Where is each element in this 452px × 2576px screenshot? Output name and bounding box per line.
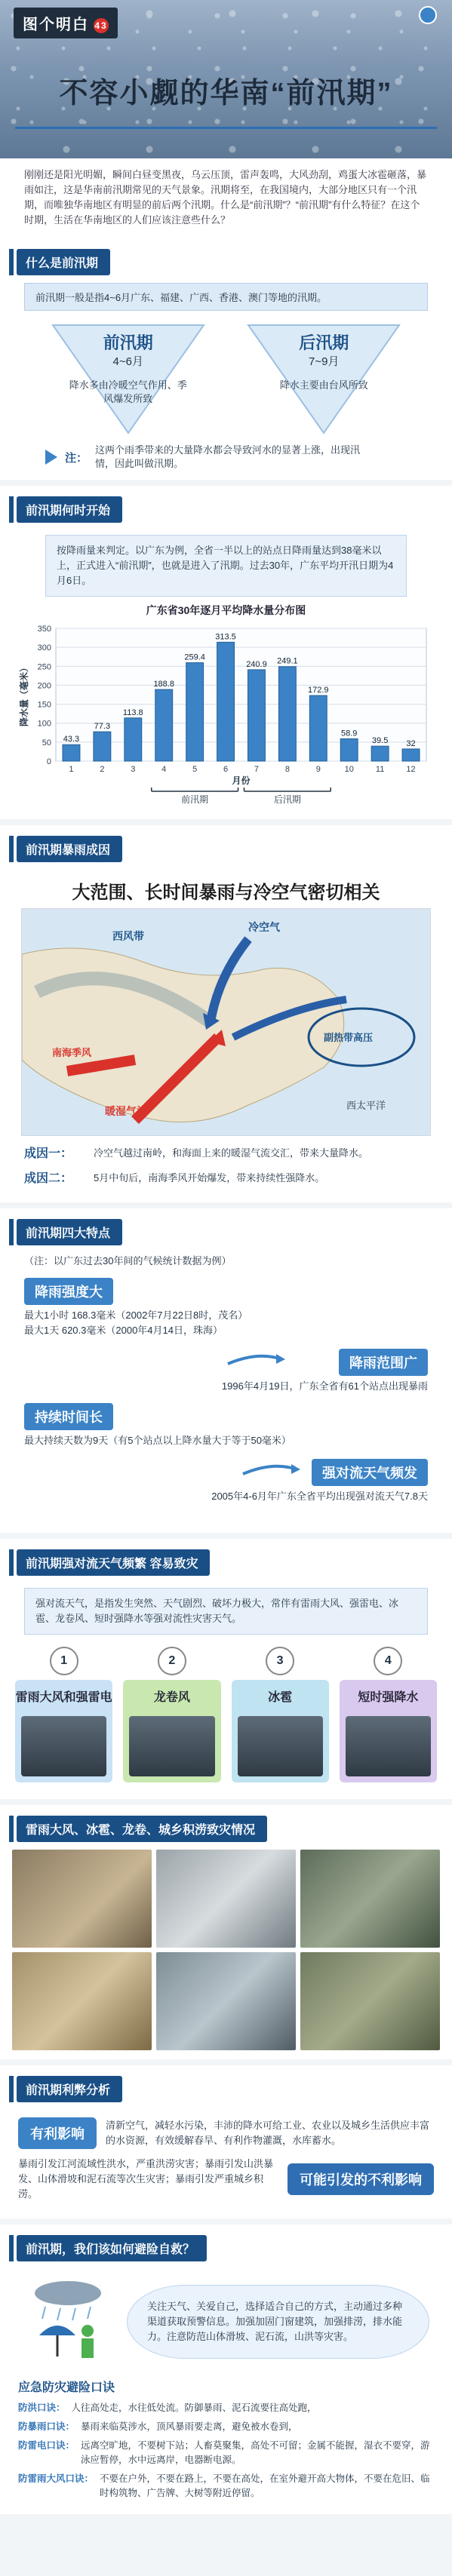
rain-umbrella-icon [23, 2277, 113, 2367]
hero-banner [0, 0, 452, 158]
section-features [0, 1208, 452, 1533]
negative-effects [18, 2157, 434, 2202]
mnemonic-item [18, 2401, 434, 2415]
card-title: 短时强降水 [358, 1691, 419, 1704]
y-tick-label: 200 [37, 681, 51, 691]
feature-intensity: 降雨强度大 [24, 1278, 113, 1305]
self-rescue-row [23, 2277, 429, 2367]
season-months: 4~6月 [112, 355, 143, 368]
bar [402, 749, 420, 761]
hazard-card [340, 1647, 437, 1782]
bar-chart-svg [15, 618, 437, 806]
y-tick-label: 350 [37, 625, 51, 634]
x-tick-label: 9 [315, 765, 321, 774]
curve-arrow-icon [226, 1352, 287, 1365]
card-box [340, 1680, 437, 1782]
curve-arrow-icon [241, 1462, 302, 1475]
feature-duration: 持续时间长 [24, 1403, 113, 1430]
cause-one [24, 1144, 428, 1161]
photo-flood-street [300, 1850, 440, 1948]
note-row [45, 444, 407, 471]
x-tick-label: 11 [375, 765, 385, 774]
x-tick-label: 2 [100, 765, 105, 774]
convection-text: 强对流天气，是指发生突然、天气剧烈、破坏力极大，常伴有雷雨大风、强雷电、冰雹、龙卷风、短时强降水等强对流性灾害天气。 [24, 1588, 428, 1635]
period-comparison [0, 311, 452, 438]
hazard-illustration [21, 1716, 106, 1776]
cause-two [24, 1168, 428, 1186]
intro-paragraph: 刚刚还是阳光明媚，瞬间白昼变黑夜，乌云压顶，雷声轰鸣，大风劲刮，鸡蛋大冰雹砸落，暴雨如注，这是华南前汛期常见的天气景象。汛期将至，在我国境内，大部分地区只有一个汛期，而唯独华南地区有明显的前后两个汛期。什么是“前汛期”？“前汛期”有什么特征？在这个时期，生活在华南地区的人们应该注意些什么？ [0, 158, 452, 238]
note-label: 注： [65, 451, 88, 465]
y-tick-label: 50 [42, 738, 51, 748]
self-rescue-text: 关注天气、关爱自己，选择适合自己的方式，主动通过多种渠道获取预警信息。加强加固门窗建筑，加强排涝，排水能力。注意防范山体滑坡、泥石流，山洪等灾害。 [127, 2285, 429, 2359]
x-tick-label: 7 [254, 765, 260, 774]
feature-range: 降雨范围广 [339, 1349, 428, 1376]
y-tick-label: 100 [37, 719, 51, 729]
features-note: （注：以广东过去30年间的气候统计数据为例） [24, 1255, 232, 1267]
cause-text: 冷空气越过南岭，和海面上来的暖湿气流交汇，带来大量降水。 [94, 1147, 369, 1159]
label-west-wind: 西风带 [112, 930, 144, 942]
data-label: 113.8 [122, 708, 143, 717]
section-heading: 前汛期，我们该如何避险自救？ [17, 2235, 207, 2261]
y-axis-label: 降水量（毫米） [19, 662, 29, 727]
data-label: 58.9 [340, 729, 358, 738]
hazard-card [123, 1647, 220, 1782]
photo-tornado [156, 1952, 296, 2050]
label-warm-air: 暖湿气流 [105, 1105, 147, 1117]
front-season-card [45, 321, 211, 434]
chart-title: 广东省30年逐月平均降水量分布图 [146, 604, 306, 616]
rainfall-chart [15, 618, 437, 810]
label-ocean: 西太平洋 [346, 1100, 386, 1111]
label-south-monsoon: 南海季风 [52, 1047, 92, 1058]
data-label: 249.1 [277, 656, 298, 666]
section-disaster-photos [0, 1805, 452, 2059]
definition-bar: 前汛期一般是指4~6月广东、福建、广西、香港、澳门等地的汛期。 [24, 283, 428, 311]
season-months: 7~9月 [309, 355, 340, 368]
plot-area [56, 628, 426, 761]
data-label: 259.4 [184, 652, 205, 662]
x-tick-label: 5 [192, 765, 198, 774]
positive-pill: 有利影响 [18, 2117, 97, 2149]
label-cold-air: 冷空气 [248, 921, 280, 933]
data-label: 43.3 [63, 735, 80, 745]
bar [217, 642, 235, 761]
y-tick-label: 150 [37, 700, 51, 710]
bar [63, 745, 80, 761]
mnemonic-text: 远离空旷地，不要树下站；人畜莫聚集，高处不可留；金属不能握，湿衣不要穿，游泳应暂停，水中远离岸，电器断电源。 [81, 2440, 430, 2465]
feature-intensity-text-1: 最大1小时 168.3毫米（2002年7月22日8时，茂名） [24, 1309, 248, 1321]
card-title: 冰雹 [268, 1691, 293, 1704]
positive-effects [18, 2117, 434, 2149]
photo-grid [12, 1850, 440, 2050]
y-tick-label: 300 [37, 643, 51, 653]
section-heading: 前汛期利弊分析 [17, 2076, 122, 2102]
x-tick-label: 12 [406, 765, 416, 774]
mnemonic-item [18, 2439, 434, 2467]
mnemonic-text: 暴雨来临莫涉水，顶风暴雨要走离，避免被水卷到， [81, 2421, 298, 2432]
issue-number: 43 [94, 18, 109, 33]
x-tick-label: 8 [284, 765, 290, 774]
x-tick-label: 1 [69, 765, 74, 774]
data-label: 32 [406, 738, 416, 748]
positive-text: 清新空气，减轻水污染，丰沛的降水可给工业、农业以及城乡生活供应丰富的水资源，有效缓解春旱、有利作物灌溉，水库蓄水。 [106, 2120, 430, 2146]
mnemonics-list [18, 2401, 434, 2501]
data-label: 313.5 [215, 632, 236, 642]
bar [248, 670, 266, 761]
hazard-illustration [129, 1716, 214, 1776]
section-heading: 前汛期何时开始 [17, 496, 122, 523]
hazard-card [232, 1647, 329, 1782]
bar [309, 695, 327, 761]
feature-intensity-text-2: 最大1天 620.3毫米（2000年4月14日，珠海） [24, 1325, 223, 1336]
section-when-start [0, 486, 452, 819]
section-heading: 什么是前汛期 [17, 249, 110, 275]
y-tick-label: 250 [37, 662, 51, 672]
mnemonic-key: 防洪口诀： [18, 2403, 66, 2413]
note-text: 这两个雨季带来的大量降水都会导致河水的显著上涨，出现汛情，因此叫做汛期。 [95, 444, 361, 469]
mnemonic-item [18, 2472, 434, 2501]
data-label: 240.9 [246, 659, 267, 669]
mnemonic-key: 防雷雨大风口诀： [18, 2473, 94, 2484]
card-number: 4 [374, 1647, 402, 1675]
hazard-cards [0, 1639, 452, 1790]
bar [278, 667, 296, 761]
season-desc: 降水主要由台风所致 [279, 379, 368, 391]
mnemonic-item [18, 2420, 434, 2434]
map-title: 大范围、长时间暴雨与冷空气密切相关 [72, 883, 380, 903]
feature-duration-text: 最大持续天数为9天（有5个站点以上降水量大于等于50毫米） [24, 1435, 291, 1446]
series-badge: 图个明白 43 [14, 8, 118, 38]
y-tick-label: 0 [46, 757, 51, 766]
cause-label: 成因一： [24, 1147, 73, 1160]
section-convection [0, 1539, 452, 1799]
card-number: 2 [158, 1647, 186, 1675]
photo-collapsed-house [12, 1952, 152, 2050]
negative-text: 暴雨引发江河流域性洪水，严重洪涝灾害；暴雨引发山洪暴发、山体滑坡和泥石流等次生灾害；暴雨引发严重城乡积涝。 [18, 2158, 274, 2200]
card-box [15, 1680, 112, 1782]
section-self-rescue [0, 2224, 452, 2514]
data-label: 172.9 [308, 686, 329, 695]
season-name: 后汛期 [299, 333, 349, 352]
x-tick-label: 4 [161, 765, 167, 774]
page-title: 不容小觑的华南“前汛期” [59, 78, 393, 109]
section-heading: 前汛期强对流天气频繁 容易致灾 [17, 1549, 210, 1576]
card-number: 3 [266, 1647, 294, 1675]
mnemonic-text: 不要在户外，不要在路上，不要在高处，在室外避开高大物体，不要在危旧、临时构筑物、广告牌、大树等附近停留。 [100, 2473, 430, 2498]
corner-dot-icon [419, 6, 437, 24]
mnemonic-key: 防暴雨口诀： [18, 2421, 75, 2432]
negative-pill: 可能引发的不利影响 [287, 2163, 434, 2195]
bar [125, 718, 142, 761]
photo-hail [156, 1850, 296, 1948]
hazard-illustration [346, 1716, 431, 1776]
card-box [232, 1680, 329, 1782]
section-heading: 雷雨大风、冰雹、龙卷、城乡积涝致灾情况 [17, 1816, 267, 1842]
feature-convection: 强对流天气频发 [312, 1459, 428, 1486]
back-season-card [241, 321, 407, 434]
x-tick-label: 10 [344, 765, 354, 774]
card-title: 雷雨大风和强雷电 [15, 1691, 112, 1704]
section-heading: 前汛期暴雨成因 [17, 836, 122, 862]
data-label: 39.5 [371, 736, 389, 746]
section-heading: 前汛期四大特点 [17, 1219, 122, 1245]
start-criteria-text: 按降雨量来判定。以广东为例，全省一半以上的站点日降雨量达到38毫米以上，正式进入“前汛期”，也就是进入了汛期。过去30年，广东平均开汛日期为4月6日。 [45, 535, 407, 597]
mnemonics-heading: 应急防灾避险口诀 [18, 2381, 115, 2394]
photo-waterlogging [300, 1952, 440, 2050]
data-label: 77.3 [94, 722, 111, 732]
mnemonic-key: 防雷电口诀： [18, 2440, 75, 2451]
section-what-is [0, 238, 452, 480]
card-title: 龙卷风 [153, 1691, 190, 1704]
data-label: 188.8 [153, 680, 174, 689]
title-underline [15, 127, 437, 129]
mnemonic-text: 人往高处走，水往低处流。防御暴雨、泥石流要往高处跑， [71, 2403, 317, 2413]
x-axis-label: 月份 [232, 775, 251, 786]
cause-text: 5月中旬后，南海季风开始爆发，带来持续性强降水。 [94, 1172, 325, 1184]
season-name: 前汛期 [103, 333, 153, 352]
bar [155, 689, 173, 761]
feature-convection-text: 2005年4-6月年广东全省平均出现强对流天气7.8天 [211, 1491, 428, 1502]
bar [94, 732, 111, 761]
x-tick-label: 6 [223, 765, 229, 774]
hazard-card [15, 1647, 112, 1782]
bar [186, 663, 204, 761]
bar [371, 746, 389, 761]
feature-range-text: 1996年4月19日，广东全省有61个站点出现暴雨 [221, 1380, 428, 1392]
hazard-illustration [238, 1716, 323, 1776]
arrow-right-icon [45, 450, 57, 465]
features-diagram [15, 1267, 437, 1524]
cause-label: 成因二： [24, 1172, 73, 1185]
span-label: 后汛期 [273, 794, 301, 805]
section-causes [0, 825, 452, 1202]
weather-map [21, 908, 431, 1136]
x-tick-label: 3 [131, 765, 136, 774]
span-label: 前汛期 [181, 794, 209, 805]
section-pros-cons [0, 2065, 452, 2218]
label-subtropic-high: 副热带高压 [324, 1032, 374, 1043]
season-desc: 降水多由冷暖空气作用、季风爆发所致 [69, 379, 187, 404]
photo-storm-damage [12, 1850, 152, 1948]
card-box [123, 1680, 220, 1782]
bar [340, 738, 358, 761]
card-number: 1 [50, 1647, 78, 1675]
